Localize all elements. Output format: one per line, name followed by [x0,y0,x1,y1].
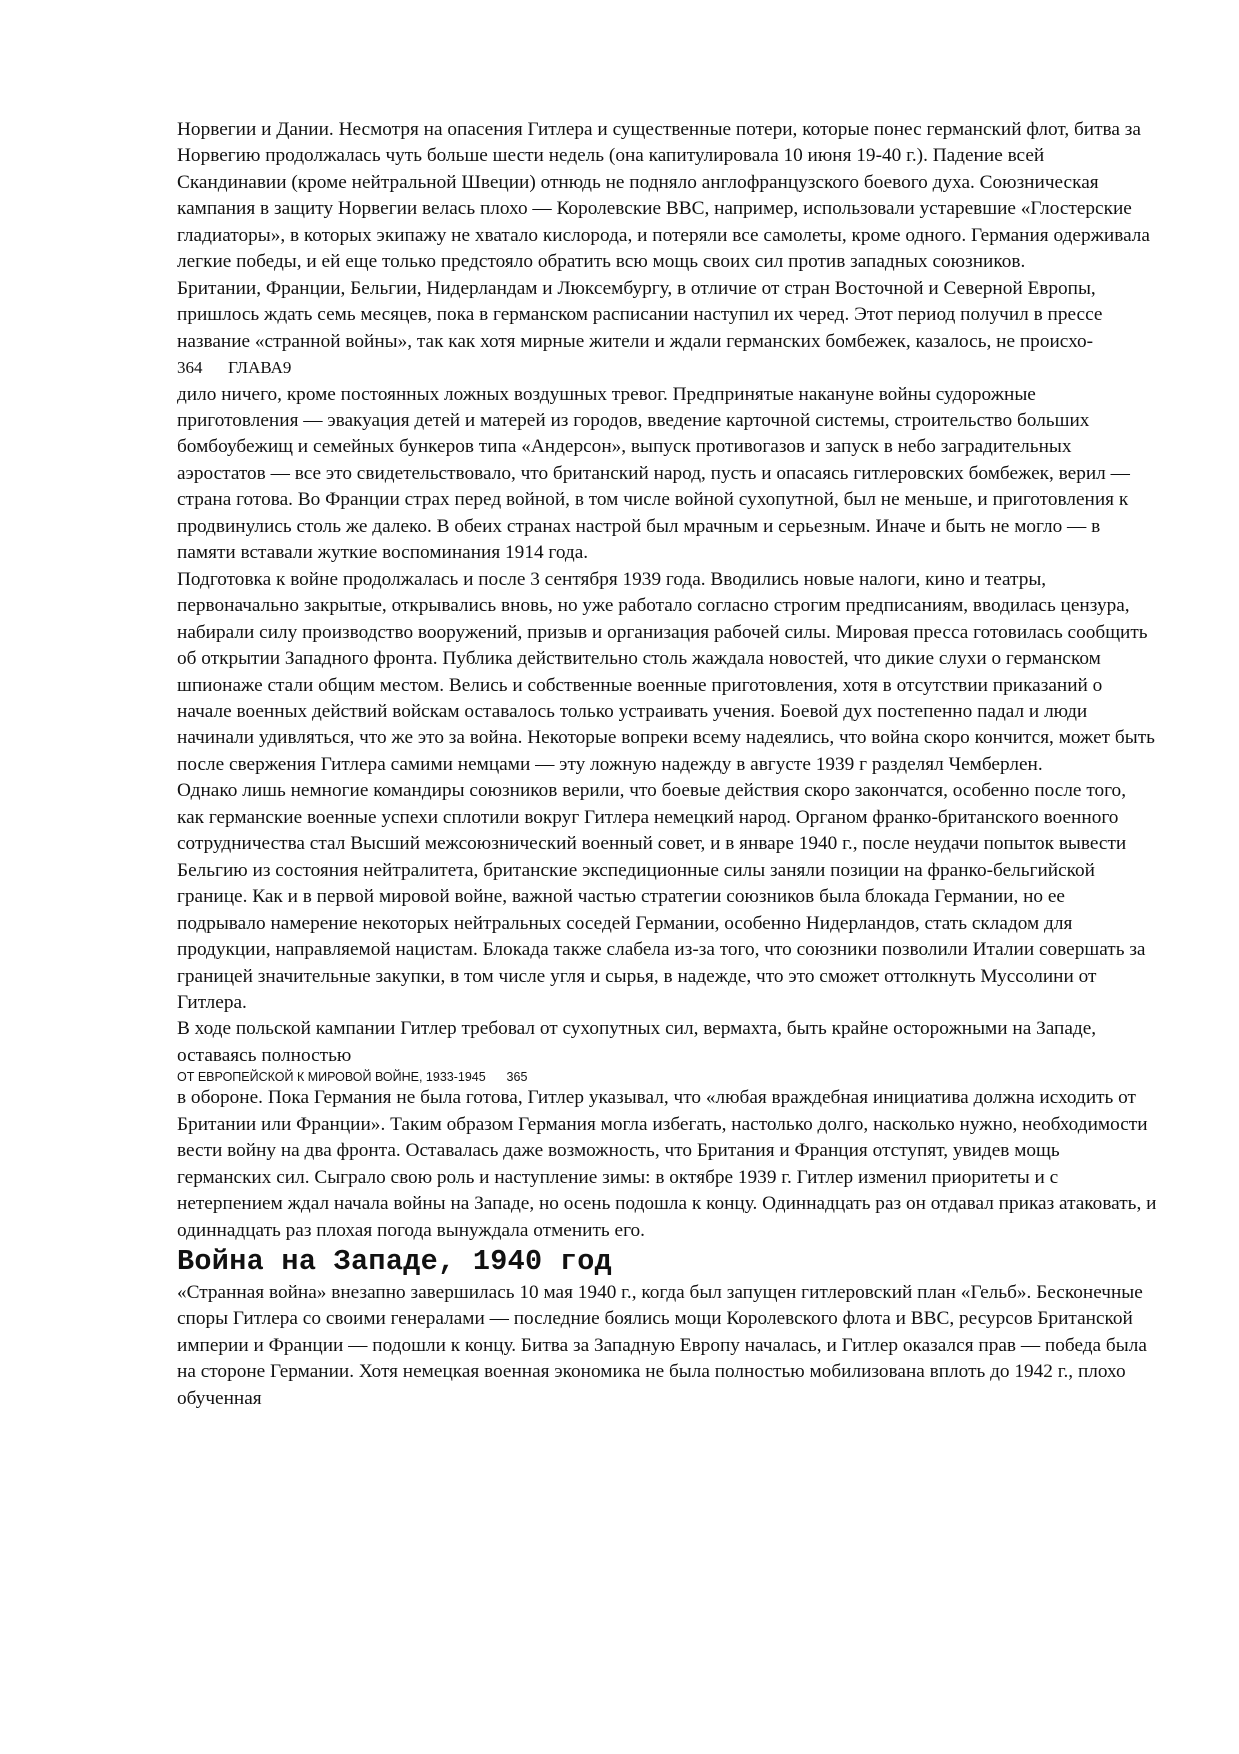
paragraph-allied-commanders: Однако лишь немногие командиры союзников верили, что боевые действия скоро закончатся, особенно после того, как германские военные успехи сплотили вокруг Гитлера немецкий народ. Органом франко-британского военного сотрудничества стал Высший межсоюзнический военный совет, и в январе 1940 г., после неудачи попыток вывести Бельгию из состояния нейтралитета, британские экспедиционные силы заняли позиции на франко-бельгийской границе. Как и в первой мировой войне, важной частью стратегии союзников была блокада Германии, но ее подрывало намерение некоторых нейтральных соседей Германии, особенно Нидерландов, стать складом для продукции, направляемой нацистам. Блокада также слабела из-за того, что союзники позволили Италии совершать за границей значительные закупки, в том числе угля и сырья, в надежде, что это сможет оттолкнуть Муссолини от Гитлера. [177,780,1146,1013]
document-page [177,117,1157,1412]
paragraph-war-preparation: Подготовка к войне продолжалась и после 3 сентября 1939 года. Вводились новые налоги, кино и театры, первоначально закрытые, открывались вновь, но уже работало согласно строгим предписаниям, вводилась цензура, набирали силу производство вооружений, призыв и организация рабочей силы. Мировая пресса готовилась сообщить об открытии Западного фронта. Публика действительно столь жаждала новостей, что дикие слухи о германском шпионаже стали общим местом. Велись и собственные военные приготовления, хотя в отсутствии приказаний о начале военных действий войскам оставалось только устраивать учения. Боевой дух постепенно падал и люди начинали удивляться, что же это за война. Некоторые вопреки всему надеялись, что война скоро кончится, может быть после свержения Гитлера самими немцами — эту ложную надежду в августе 1939 г разделял Чемберлен. [177,568,1155,775]
paragraph-norway: Норвегии и Дании. Несмотря на опасения Гитлера и существенные потери, которые понес германский флот, битва за Норвегию продолжалась чуть больше шести недель (она капитулировала 10 июня 19-40 г.). Падение всей Скандинавии (кроме нейтральной Швеции) отнюдь не подняло англофранцузского боевого духа. Союзническая кампания в защиту Норвегии велась плохо — Королевские ВВС, например, использовали устаревшие «Глостерские гладиаторы», в которых экипажу не хватало кислорода, и потеряли все самолеты, кроме одного. Германия одерживала легкие победы, и ей еще только предстояло обратить всю мощь своих сил против западных союзников. [177,119,1150,273]
paragraph-preparations: дило ничего, кроме постоянных ложных воздушных тревог. Предпринятые накануне войны судорожные приготовления — эвакуация детей и матерей из городов, введение карточной системы, строительство больших бомбоубежищ и семейных бункеров типа «Андерсон», выпуск противогазов и запуск в небо заградительных аэростатов — все это свидетельствовало, что британский народ, пусть и опасаясь гитлеровских бомбежек, верил — страна готова. Во Франции страх перед войной, в том числе войной сухопутной, был не меньше, и приготовления к продвинулись столь же далеко. В обеих странах настрой был мрачным и серьезным. Иначе и быть не могло — в памяти вставали жуткие воспоминания 1914 года. [177,383,1130,564]
paragraph-phoney-war: Британии, Франции, Бельгии, Нидерландам и Люксембургу, в отличие от стран Восточной и Северной Европы, пришлось ждать семь месяцев, пока в германском расписании наступил их черед. Этот период получил в прессе название «странной войны», так как хотя мирные жители и ждали германских бомбежек, казалось, не происхо- [177,277,1103,352]
page-header-365: ОТ ЕВРОПЕЙСКОЙ К МИРОВОЙ ВОЙНЕ, 1933-1945 365 [177,1070,528,1085]
paragraph-polish-campaign: В ходе польской кампании Гитлер требовал от сухопутных сил, вермахта, быть крайне осторожными на Западе, оставаясь полностью [177,1018,1097,1066]
paragraph-defense: в обороне. Пока Германия не была готова, Гитлер указывал, что «любая враждебная инициатива должна исходить от Британии или Франции». Таким образом Германия могла избегать, настолько долго, насколько нужно, необходимости вести войну на два фронта. Оставалась даже возможность, что Британия и Франция отступят, увидев мощь германских сил. Сыграло свою роль и наступление зимы: в октябре 1939 г. Гитлер изменил приоритеты и с нетерпением ждал начала войны на Западе, но осень подошла к концу. Одиннадцать раз он отдавал приказ атаковать, и одиннадцать раз плохая погода вынуждала отменить его. [177,1087,1157,1241]
section-heading: Война на Западе, 1940 год [177,1245,613,1279]
page-header-364: 364 ГЛАВА9 [177,358,292,378]
paragraph-war-in-west: «Странная война» внезапно завершилась 10 мая 1940 г., когда был запущен гитлеровский план «Гельб». Бесконечные споры Гитлера со своими генералами — последние боялись мощи Королевского флота и ВВС, ресурсов Британской империи и Франции — подошли к концу. Битва за Западную Европу началась, и Гитлер оказался прав — победа была на стороне Германии. Хотя немецкая военная экономика не была полностью мобилизована вплоть до 1942 г., плохо обученная [177,1282,1147,1409]
